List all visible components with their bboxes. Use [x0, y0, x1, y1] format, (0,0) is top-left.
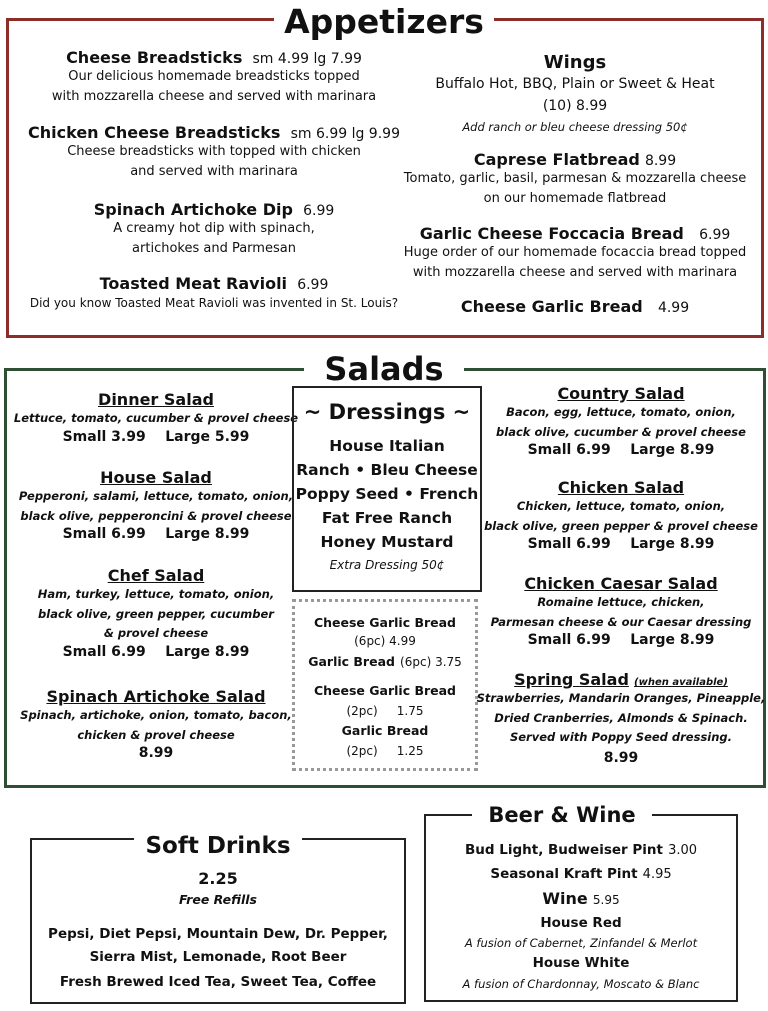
beer-item	[426, 838, 736, 862]
salad-desc: Spinach, artichoke, onion, tomato, bacon,	[20, 708, 292, 722]
dressings-note: Extra Dressing 50¢	[329, 558, 445, 572]
wine-item	[426, 886, 736, 913]
appetizer-garlic-cheese-foccacia	[395, 224, 755, 283]
bread-box	[292, 599, 478, 771]
wine-name: Wine	[542, 889, 588, 908]
salad-country	[482, 384, 760, 458]
salad-desc: Pepperoni, salami, lettuce, tomato, onion,	[18, 489, 294, 503]
item-price: 8.99	[644, 153, 677, 169]
appetizer-caprese-flatbread	[395, 150, 755, 209]
dressing-item: Honey Mustard	[320, 533, 454, 551]
salad-price: Small 6.99 Large 8.99	[527, 632, 715, 648]
item-price: (10) 8.99	[542, 98, 608, 114]
salad-price: Small 6.99 Large 8.99	[62, 526, 250, 542]
salad-desc: Parmesan cheese & our Caesar dressing	[490, 614, 752, 629]
salad-price: Small 6.99 Large 8.99	[527, 536, 715, 552]
item-name: Garlic Cheese Foccacia Bread	[419, 224, 684, 243]
item-price: 6.99	[699, 227, 731, 243]
soft-drinks-list: Sierra Mist, Lemonade, Root Beer	[89, 949, 347, 965]
item-price: 6.99	[297, 277, 329, 293]
bread-price: (2pc) 1.25	[346, 744, 424, 758]
dressing-item: Fat Free Ranch	[321, 509, 453, 527]
item-name: Cheese Breadsticks	[66, 48, 243, 67]
item-desc: Huge order of our homemade focaccia bread topped	[403, 245, 747, 260]
salad-name: Chef Salad	[107, 566, 205, 585]
item-note: Add ranch or bleu cheese dressing 50¢	[462, 120, 688, 134]
beer-price: 3.00	[668, 843, 698, 858]
bread-name: Cheese Garlic Bread	[313, 615, 457, 630]
house-white-name: House White	[532, 955, 630, 971]
salad-desc: & provel cheese	[103, 626, 209, 640]
item-name: Chicken Cheese Breadsticks	[28, 123, 281, 142]
house-white-desc: A fusion of Chardonnay, Moscato & Blanc	[462, 977, 700, 991]
salad-desc: Lettuce, tomato, cucumber & provel cheese	[13, 411, 299, 425]
appetizer-chicken-cheese-breadsticks	[16, 123, 412, 182]
salad-desc: Ham, turkey, lettuce, tomato, onion,	[37, 587, 275, 601]
item-name: Spinach Artichoke Dip	[93, 200, 293, 219]
item-desc: Buffalo Hot, BBQ, Plain or Sweet & Heat	[435, 76, 715, 92]
appetizer-toasted-meat-ravioli	[16, 274, 412, 313]
appetizers-title: Appetizers	[274, 2, 494, 42]
salad-name: Country Salad	[557, 384, 685, 403]
item-desc: Cheese breadsticks with topped with chicken	[67, 144, 361, 159]
dressing-item: Ranch • Bleu Cheese	[296, 461, 478, 479]
appetizer-spinach-artichoke-dip	[16, 200, 412, 259]
soft-drinks-list: Fresh Brewed Iced Tea, Sweet Tea, Coffee	[59, 974, 377, 990]
beer-wine-title: Beer & Wine	[472, 800, 652, 830]
item-desc: Did you know Toasted Meat Ravioli was invented in St. Louis?	[29, 296, 399, 310]
bread-item	[295, 681, 475, 721]
item-name: Wings	[543, 52, 607, 73]
salad-name: Spring Salad	[514, 670, 629, 689]
soft-drinks-list: Pepsi, Diet Pepsi, Mountain Dew, Dr. Pepper,	[48, 926, 388, 942]
salad-name: Spinach Artichoke Salad	[46, 687, 266, 706]
item-desc: A creamy hot dip with spinach,	[113, 221, 315, 236]
salad-chef	[10, 566, 302, 660]
item-name: Cheese Garlic Bread	[460, 297, 643, 316]
salad-desc: Strawberries, Mandarin Oranges, Pineapple,	[476, 691, 766, 705]
beer-price: 4.95	[642, 867, 672, 882]
salad-desc: Served with Poppy Seed dressing.	[509, 730, 733, 744]
wine-price: 5.95	[592, 893, 620, 907]
beer-name: Seasonal Kraft Pint	[490, 866, 638, 882]
soft-drinks-note: Free Refills	[179, 892, 257, 907]
appetizer-cheese-garlic-bread	[395, 297, 755, 316]
bread-name: Garlic Bread	[341, 723, 429, 738]
salad-price: Small 6.99 Large 8.99	[62, 643, 250, 660]
salad-spinach-artichoke	[10, 687, 302, 761]
salad-price: 8.99	[138, 745, 174, 761]
item-desc: with mozzarella cheese and served with marinara	[412, 265, 738, 280]
house-red-desc: A fusion of Cabernet, Zinfandel & Merlot	[464, 936, 698, 950]
salad-chicken-caesar	[482, 574, 760, 648]
salads-title: Salads	[304, 350, 464, 388]
item-price: sm 4.99 lg 7.99	[252, 51, 362, 67]
item-price: 6.99	[303, 203, 335, 219]
beer-item	[426, 862, 736, 886]
salad-dinner	[10, 390, 302, 445]
salad-desc: black olive, green pepper & provel cheese	[484, 518, 758, 533]
item-desc: Our delicious homemade breadsticks topped	[68, 69, 360, 84]
house-red-name: House Red	[540, 915, 622, 931]
soft-drinks-title: Soft Drinks	[134, 830, 302, 862]
salad-name: Chicken Salad	[557, 478, 685, 497]
salad-note: (when available)	[634, 677, 728, 688]
salad-desc: black olive, pepperoncini & provel cheese	[20, 508, 292, 523]
salad-name: House Salad	[100, 468, 212, 487]
salad-desc: Bacon, egg, lettuce, tomato, onion,	[506, 405, 736, 419]
dressings-title: ~ Dressings ~	[303, 400, 471, 424]
bread-name: Cheese Garlic Bread	[313, 683, 457, 698]
salad-price: Small 3.99 Large 5.99	[62, 428, 250, 445]
salad-chicken	[482, 478, 760, 552]
salad-desc: Chicken, lettuce, tomato, onion,	[516, 499, 726, 513]
item-name: Toasted Meat Ravioli	[99, 274, 288, 293]
salad-house	[10, 468, 302, 542]
bread-item	[295, 614, 475, 650]
bread-item	[295, 650, 475, 673]
dressing-item: Poppy Seed • French	[295, 485, 479, 503]
salad-price: Small 6.99 Large 8.99	[527, 442, 715, 458]
item-desc: and served with marinara	[130, 164, 298, 179]
salad-desc: black olive, green pepper, cucumber	[38, 606, 274, 621]
item-price: 4.99	[657, 300, 690, 316]
item-desc: Tomato, garlic, basil, parmesan & mozzarella cheese	[403, 171, 747, 186]
salad-name: Dinner Salad	[98, 390, 214, 409]
bread-item	[295, 721, 475, 761]
bread-price: (6pc) 3.75	[400, 655, 462, 669]
salad-desc: Romaine lettuce, chicken,	[537, 595, 705, 609]
salad-spring	[476, 670, 766, 766]
beer-wine-content	[426, 838, 736, 995]
soft-drinks-content	[32, 868, 404, 995]
soft-drinks-price: 2.25	[198, 869, 238, 888]
salad-desc: black olive, cucumber & provel cheese	[496, 424, 746, 439]
bread-price: (2pc) 1.75	[346, 704, 424, 718]
dressings-box	[292, 386, 482, 592]
item-desc: with mozzarella cheese and served with marinara	[51, 89, 377, 104]
salad-price: 8.99	[603, 749, 639, 766]
item-price: sm 6.99 lg 9.99	[290, 126, 400, 142]
beer-name: Bud Light, Budweiser Pint	[464, 842, 663, 858]
appetizer-wings	[395, 52, 755, 137]
dressing-item: House Italian	[329, 437, 445, 455]
bread-price: (6pc) 4.99	[354, 634, 416, 648]
bread-name: Garlic Bread	[308, 654, 395, 669]
item-desc: artichokes and Parmesan	[132, 241, 296, 256]
appetizer-cheese-breadsticks	[16, 48, 412, 107]
salad-desc: Dried Cranberries, Almonds & Spinach.	[494, 710, 748, 725]
item-desc: on our homemade flatbread	[483, 191, 667, 206]
salad-desc: chicken & provel cheese	[77, 727, 235, 742]
item-name: Caprese Flatbread	[473, 150, 640, 169]
salad-name: Chicken Caesar Salad	[524, 574, 718, 593]
